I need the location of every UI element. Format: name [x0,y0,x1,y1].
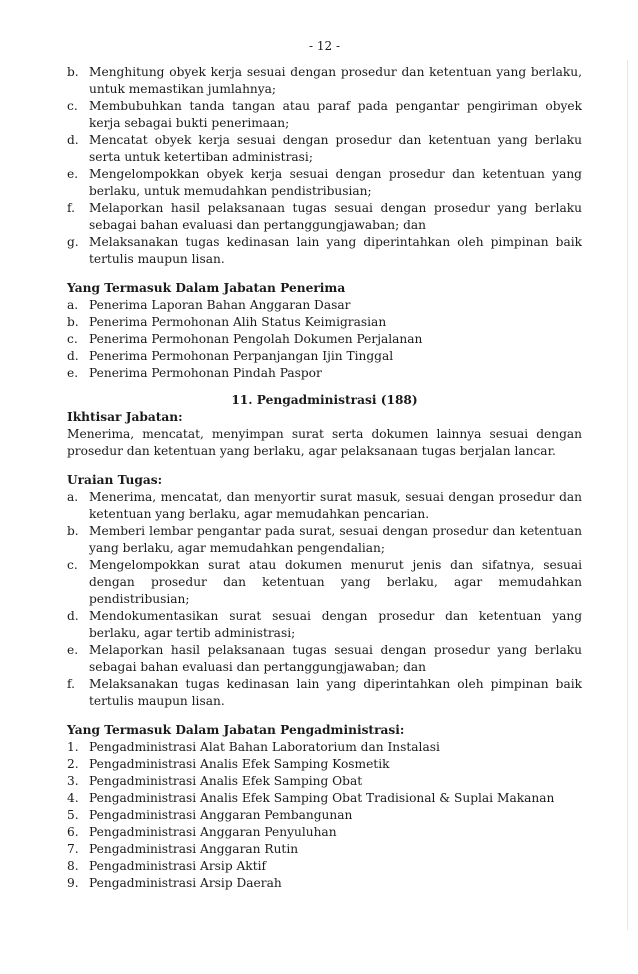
list-item [67,557,582,608]
item-text: Menerima, mencatat, dan menyortir surat masuk, sesuai dengan prosedur dan ketentuan yang berlaku, agar memudahkan pencarian. [89,490,582,521]
list-item [67,64,582,98]
item-label: b. [67,65,79,79]
item-text: Mengelompokkan obyek kerja sesuai dengan prosedur dan ketentuan yang berlaku, untuk memudahkan pendistribusian; [89,167,582,198]
list-item [67,234,582,268]
item-label: 2. [67,757,79,771]
uraian-list [67,489,582,710]
pengadministrasi-list [67,739,582,892]
item-text: Penerima Laporan Bahan Anggaran Dasar [89,298,351,312]
item-label: 4. [67,791,79,805]
item-label: f. [67,677,75,691]
item-text: Pengadministrasi Arsip Aktif [89,859,267,873]
item-label: d. [67,349,79,363]
uraian-heading: Uraian Tugas: [67,473,163,487]
item-text: Melaksanakan tugas kedinasan lain yang diperintahkan oleh pimpinan baik tertulis maupun lisan. [89,235,582,266]
list-item [67,807,582,824]
item-label: c. [67,558,78,572]
list-item [67,608,582,642]
item-label: c. [67,332,78,346]
penerima-list [67,297,582,382]
ikhtisar-text: Menerima, mencatat, menyimpan surat serta dokumen lainnya sesuai dengan prosedur dan ketentuan yang berlaku, agar pelaksanaan tugas berjalan lancar. [67,427,582,458]
penerima-heading: Yang Termasuk Dalam Jabatan Penerima [67,281,346,295]
item-text: Pengadministrasi Analis Efek Samping Obat Tradisional & Suplai Makanan [89,791,555,805]
section-title: 11. Pengadministrasi (188) [231,393,418,407]
page-edge-shadow [627,60,628,930]
item-text: Melaporkan hasil pelaksanaan tugas sesuai dengan prosedur yang berlaku sebagai bahan evaluasi dan pertanggungjawaban; dan [89,643,582,674]
item-label: e. [67,366,79,380]
item-label: 8. [67,859,79,873]
pengadministrasi-heading: Yang Termasuk Dalam Jabatan Pengadministrasi: [67,723,405,737]
item-label: b. [67,524,79,538]
item-text: Melaksanakan tugas kedinasan lain yang diperintahkan oleh pimpinan baik tertulis maupun lisan. [89,677,582,708]
item-label: a. [67,490,79,504]
item-text: Memberi lembar pengantar pada surat, sesuai dengan prosedur dan ketentuan yang berlaku, agar memudahkan pengendalian; [89,524,582,555]
list-item [67,773,582,790]
page-number: - 12 - [308,39,340,53]
list-item [67,314,582,331]
list-item [67,297,582,314]
item-text: Pengadministrasi Analis Efek Samping Kosmetik [89,757,390,771]
item-label: 6. [67,825,79,839]
item-text: Pengadministrasi Arsip Daerah [89,876,282,890]
item-text: Mendokumentasikan surat sesuai dengan prosedur dan ketentuan yang berlaku, agar tertib administrasi; [89,609,582,640]
item-label: 9. [67,876,79,890]
task-list-continued [67,64,582,268]
item-label: d. [67,133,79,147]
list-item [67,132,582,166]
list-item [67,365,582,382]
list-item [67,642,582,676]
item-text: Mencatat obyek kerja sesuai dengan prosedur dan ketentuan yang berlaku serta untuk ketertiban administrasi; [89,133,582,164]
item-text: Menghitung obyek kerja sesuai dengan prosedur dan ketentuan yang berlaku, untuk memastikan jumlahnya; [89,65,582,96]
item-text: Membubuhkan tanda tangan atau paraf pada pengantar pengiriman obyek kerja sebagai bukti penerimaan; [89,99,582,130]
item-label: f. [67,201,75,215]
list-item [67,841,582,858]
list-item [67,739,582,756]
item-label: e. [67,167,79,181]
item-label: g. [67,235,79,249]
item-text: Penerima Permohonan Alih Status Keimigrasian [89,315,387,329]
item-label: e. [67,643,79,657]
list-item [67,875,582,892]
list-item [67,348,582,365]
item-text: Penerima Permohonan Perpanjangan Ijin Tinggal [89,349,394,363]
list-item [67,790,582,807]
item-text: Mengelompokkan surat atau dokumen menurut jenis dan sifatnya, sesuai dengan prosedur dan ketentuan yang berlaku, agar memudahkan pendistribusian; [89,558,582,606]
item-text: Pengadministrasi Anggaran Penyuluhan [89,825,337,839]
item-text: Penerima Permohonan Pindah Paspor [89,366,322,380]
list-item [67,200,582,234]
list-item [67,676,582,710]
item-label: a. [67,298,79,312]
item-label: 3. [67,774,79,788]
list-item [67,858,582,875]
item-label: b. [67,315,79,329]
item-text: Pengadministrasi Analis Efek Samping Obat [89,774,363,788]
list-item [67,166,582,200]
item-label: d. [67,609,79,623]
list-item [67,331,582,348]
list-item [67,756,582,773]
list-item [67,523,582,557]
list-item [67,98,582,132]
item-text: Pengadministrasi Alat Bahan Laboratorium dan Instalasi [89,740,440,754]
item-text: Melaporkan hasil pelaksanaan tugas sesuai dengan prosedur yang berlaku sebagai bahan evaluasi dan pertanggungjawaban; dan [89,201,582,232]
item-label: 5. [67,808,79,822]
item-label: 7. [67,842,79,856]
list-item [67,489,582,523]
item-text: Pengadministrasi Anggaran Rutin [89,842,299,856]
item-label: c. [67,99,78,113]
item-text: Pengadministrasi Anggaran Pembangunan [89,808,353,822]
ikhtisar-heading: Ikhtisar Jabatan: [67,410,183,424]
item-text: Penerima Permohonan Pengolah Dokumen Perjalanan [89,332,423,346]
list-item [67,824,582,841]
item-label: 1. [67,740,79,754]
